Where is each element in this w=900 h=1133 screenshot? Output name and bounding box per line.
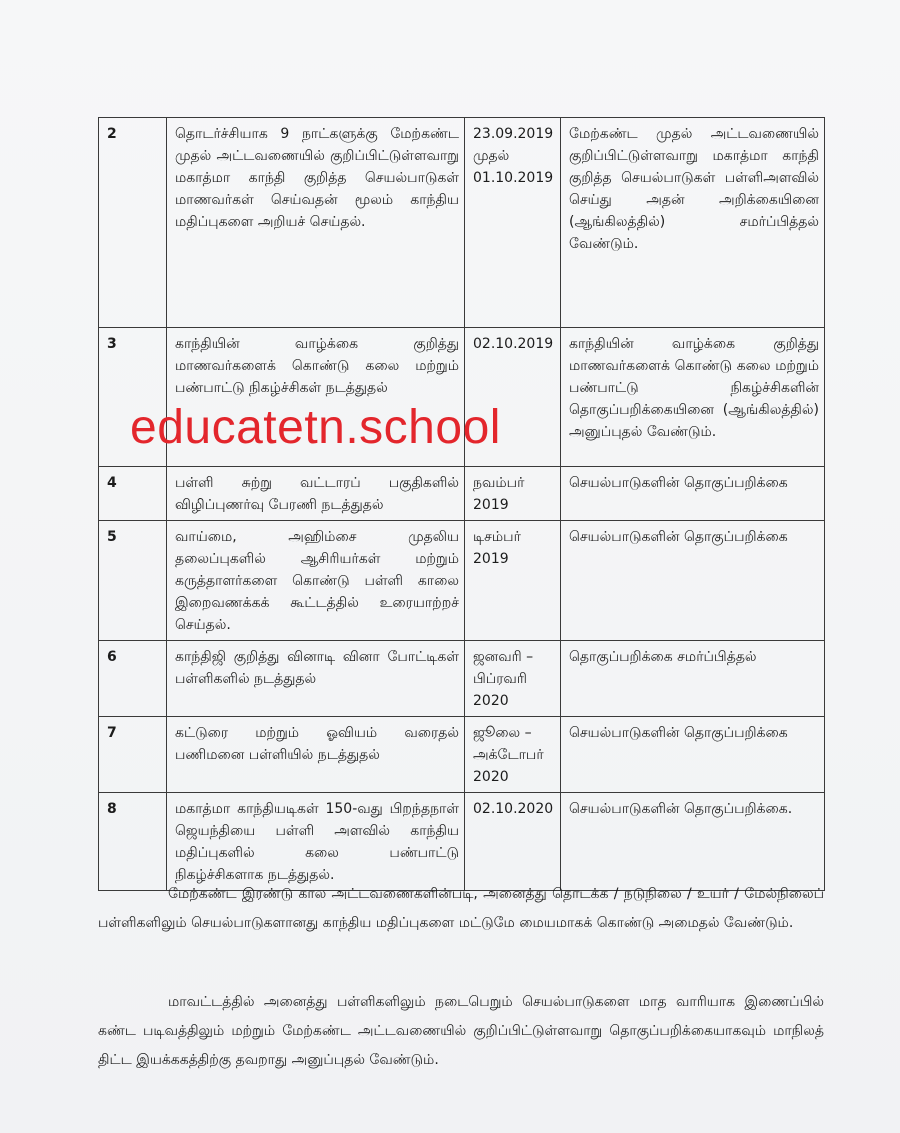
activity-cell: வாய்மை, அஹிம்சை முதலிய தலைப்புகளில் ஆசிரியர்கள் மற்றும் கருத்தாளர்களை கொண்டு பள்ளி காலை இறைவணக்கக் கூட்டத்தில் உரையாற்றச் செய்தல். xyxy=(167,521,465,641)
date-cell: ஜூலை – அக்டோபர் 2020 xyxy=(465,717,561,793)
row-number: 3 xyxy=(99,328,167,467)
activity-cell: காந்திஜி குறித்து வினாடி வினா போட்டிகள் பள்ளிகளில் நடத்துதல் xyxy=(167,641,465,717)
activity-cell: பள்ளி சுற்று வட்டாரப் பகுதிகளில் விழிப்புணர்வு பேரணி நடத்துதல் xyxy=(167,467,465,521)
date-cell: 23.09.2019 முதல் 01.10.2019 xyxy=(465,118,561,328)
activity-cell: கட்டுரை மற்றும் ஓவியம் வரைதல் பணிமனை பள்ளியில் நடத்துதல் xyxy=(167,717,465,793)
row-number: 8 xyxy=(99,793,167,891)
row-number: 5 xyxy=(99,521,167,641)
output-cell: செயல்பாடுகளின் தொகுப்பறிக்கை xyxy=(561,521,825,641)
table-row xyxy=(99,521,825,641)
row-number: 6 xyxy=(99,641,167,717)
table-row xyxy=(99,641,825,717)
output-cell: செயல்பாடுகளின் தொகுப்பறிக்கை. xyxy=(561,793,825,891)
activity-cell: மகாத்மா காந்தியடிகள் 150-வது பிறந்தநாள் ஜெயந்தியை பள்ளி அளவில் காந்திய மதிப்புகளில் கலை பண்பாட்டு நிகழ்ச்சிகளாக நடத்துதல். xyxy=(167,793,465,891)
date-cell: டிசம்பர் 2019 xyxy=(465,521,561,641)
table-row xyxy=(99,467,825,521)
table-row xyxy=(99,717,825,793)
output-cell: செயல்பாடுகளின் தொகுப்பறிக்கை xyxy=(561,467,825,521)
body-paragraph: மேற்கண்ட இரண்டு கால அட்டவணைகளின்படி, அனைத்து தொடக்க / நடுநிலை / உயர் / மேல்நிலைப் பள்ளிகளிலும் செயல்பாடுகளானது காந்திய மதிப்புகளை மட்டுமே மையமாகக் கொண்டு அமைதல் வேண்டும். xyxy=(98,886,824,931)
activity-cell: தொடர்ச்சியாக 9 நாட்களுக்கு மேற்கண்ட முதல் அட்டவணையில் குறிப்பிட்டுள்ளவாறு மகாத்மா காந்தி குறித்த செயல்பாடுகள் மாணவர்கள் செய்வதன் மூலம் காந்திய மதிப்புகளை அறியச் செய்தல். xyxy=(167,118,465,328)
table-row xyxy=(99,793,825,891)
site-watermark: educatetn.school xyxy=(130,401,501,454)
row-number: 7 xyxy=(99,717,167,793)
date-cell: 02.10.2020 xyxy=(465,793,561,891)
output-cell: காந்தியின் வாழ்க்கை குறித்து மாணவர்களைக் கொண்டு கலை மற்றும் பண்பாட்டு நிகழ்ச்சிகளின் தொகுப்பறிக்கையினை (ஆங்கிலத்தில்) அனுப்புதல் வேண்டும். xyxy=(561,328,825,467)
activity-cell: காந்தியின் வாழ்க்கை குறித்து மாணவர்களைக் கொண்டு கலை மற்றும் பண்பாட்டு நிகழ்ச்சிகள் நடத்துதல் xyxy=(167,328,465,467)
date-cell: நவம்பர் 2019 xyxy=(465,467,561,521)
body-paragraph: மாவட்டத்தில் அனைத்து பள்ளிகளிலும் நடைபெறும் செயல்பாடுகளை மாத வாரியாக இணைப்பில் கண்ட படிவத்திலும் மற்றும் மேற்கண்ட அட்டவணையில் குறிப்பிட்டுள்ளவாறு தொகுப்பறிக்கையாகவும் மாநிலத் திட்ட இயக்ககத்திற்கு தவறாது அனுப்புதல் வேண்டும். xyxy=(98,994,824,1068)
date-cell: ஜனவரி – பிப்ரவரி 2020 xyxy=(465,641,561,717)
date-cell: 02.10.2019 xyxy=(465,328,561,467)
row-number: 2 xyxy=(99,118,167,328)
activity-schedule-table xyxy=(98,117,825,891)
row-number: 4 xyxy=(99,467,167,521)
output-cell: தொகுப்பறிக்கை சமர்ப்பித்தல் xyxy=(561,641,825,717)
table-row xyxy=(99,118,825,328)
output-cell: செயல்பாடுகளின் தொகுப்பறிக்கை xyxy=(561,717,825,793)
output-cell: மேற்கண்ட முதல் அட்டவணையில் குறிப்பிட்டுள்ளவாறு மகாத்மா காந்தி குறித்த செயல்பாடுகள் பள்ளிஅளவில் செய்து அதன் அறிக்கையினை (ஆங்கிலத்தில்) சமர்ப்பித்தல் வேண்டும். xyxy=(561,118,825,328)
